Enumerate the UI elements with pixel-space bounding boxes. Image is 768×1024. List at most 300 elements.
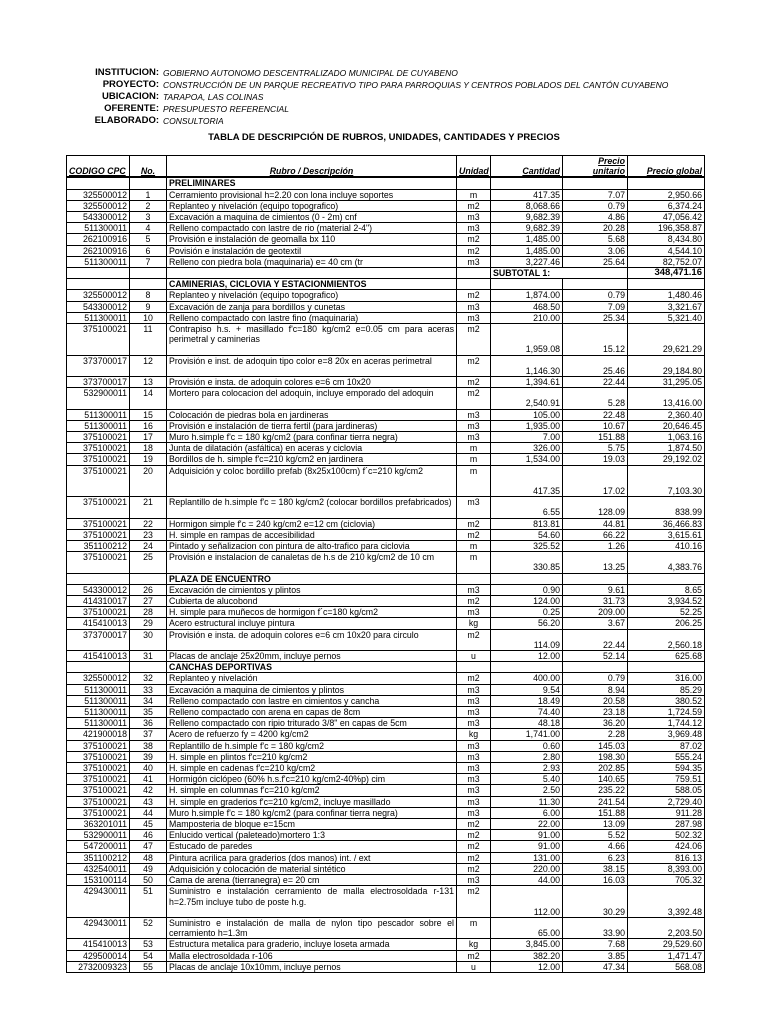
table-title: TABLA DE DESCRIPCIÓN DE RUBROS, UNIDADES, CANTIDADES Y PRECIOS bbox=[208, 132, 560, 143]
cell-qty: 2,540.91 bbox=[491, 388, 563, 409]
cell-desc: Provisión e inst. de adoquin tipo color e=8 20x en aceras perimetral bbox=[167, 355, 457, 376]
cell-qty: 5.40 bbox=[491, 774, 563, 785]
cell-unit: m3 bbox=[457, 751, 491, 762]
cell-price: 9.61 bbox=[563, 584, 628, 595]
cell-price: 0.79 bbox=[563, 290, 628, 301]
cell-total: 588.05 bbox=[628, 785, 705, 796]
cell-qty: 1,935.00 bbox=[491, 420, 563, 431]
cell-no: 51 bbox=[130, 886, 167, 918]
table-row bbox=[67, 541, 705, 552]
cell-no: 2 bbox=[130, 200, 167, 211]
cell-unit: m2 bbox=[457, 355, 491, 376]
cell-no: 52 bbox=[130, 917, 167, 938]
header-label: PROYECTO: bbox=[102, 79, 159, 90]
cell-total: 380.52 bbox=[628, 695, 705, 706]
cell-qty: 105.00 bbox=[491, 409, 563, 420]
cell-code: 375100021 bbox=[67, 807, 130, 818]
cell-no: 48 bbox=[130, 852, 167, 863]
table-row bbox=[67, 518, 705, 529]
cell-empty bbox=[491, 573, 563, 584]
cell-qty: 417.35 bbox=[491, 189, 563, 200]
cell-code: 375100021 bbox=[67, 518, 130, 529]
cell-desc: Provisión e insta. de adoquin colores e=6 cm 10x20 para circulo bbox=[167, 629, 457, 650]
cell-price: 0.79 bbox=[563, 673, 628, 684]
subtotal-label: SUBTOTAL 1: bbox=[491, 268, 628, 279]
cell-total: 29,621.29 bbox=[628, 324, 705, 356]
table-row bbox=[67, 454, 705, 465]
cell-code: 375100021 bbox=[67, 497, 130, 518]
table-row bbox=[67, 729, 705, 740]
cell-price: 23.18 bbox=[563, 707, 628, 718]
cell-qty: 0.25 bbox=[491, 607, 563, 618]
table-row bbox=[67, 200, 705, 211]
cell-qty: 12.00 bbox=[491, 651, 563, 662]
cell-code: 543300012 bbox=[67, 584, 130, 595]
cell-empty bbox=[67, 662, 130, 673]
cell-desc: Bordillos de h. simple f'c=210 kg/cm2 en jardinera bbox=[167, 454, 457, 465]
cell-price: 3.67 bbox=[563, 618, 628, 629]
cell-price: 16.03 bbox=[563, 875, 628, 886]
cell-desc: Pintura acrilica para graderios (dos manos) int. / ext bbox=[167, 852, 457, 863]
cell-total: 1,744.12 bbox=[628, 718, 705, 729]
cell-no: 30 bbox=[130, 629, 167, 650]
cell-empty bbox=[457, 279, 491, 290]
cell-unit: m3 bbox=[457, 256, 491, 267]
cell-total: 8,434.80 bbox=[628, 234, 705, 245]
cell-desc: Provisión e instalación de geomalla bx 110 bbox=[167, 234, 457, 245]
cell-code: 262100916 bbox=[67, 245, 130, 256]
cell-desc: Placas de anclaje 25x20mm, incluye pernos bbox=[167, 651, 457, 662]
cell-empty bbox=[491, 662, 563, 673]
cell-unit: m2 bbox=[457, 245, 491, 256]
cell-total: 29,184.80 bbox=[628, 355, 705, 376]
table-row bbox=[67, 886, 705, 918]
cell-qty: 1,485.00 bbox=[491, 234, 563, 245]
cell-qty: 1,485.00 bbox=[491, 245, 563, 256]
section-title: PRELIMINARES bbox=[167, 177, 457, 189]
cell-unit: m3 bbox=[457, 223, 491, 234]
cell-desc: H. simple en cadenas f'c=210 kg/cm2 bbox=[167, 763, 457, 774]
cell-qty: 8,068.66 bbox=[491, 200, 563, 211]
cell-code: 375100021 bbox=[67, 751, 130, 762]
cell-price: 0.79 bbox=[563, 200, 628, 211]
cell-code: 511300011 bbox=[67, 312, 130, 323]
cell-qty: 0.90 bbox=[491, 584, 563, 595]
cell-unit: m2 bbox=[457, 596, 491, 607]
cell-unit: m bbox=[457, 454, 491, 465]
cell-qty: 220.00 bbox=[491, 863, 563, 874]
cell-desc: Replanteo y nivelación bbox=[167, 673, 457, 684]
table-row bbox=[67, 830, 705, 841]
cell-empty bbox=[628, 662, 705, 673]
cell-qty: 56.20 bbox=[491, 618, 563, 629]
cell-total: 838.99 bbox=[628, 497, 705, 518]
cell-unit: m3 bbox=[457, 312, 491, 323]
cell-total: 47,056.42 bbox=[628, 212, 705, 223]
cell-total: 911.28 bbox=[628, 807, 705, 818]
cell-no: 19 bbox=[130, 454, 167, 465]
section-title: CANCHAS DEPORTIVAS bbox=[167, 662, 457, 673]
table-row bbox=[67, 917, 705, 938]
cell-no: 28 bbox=[130, 607, 167, 618]
cell-empty bbox=[491, 177, 563, 189]
cell-price: 22.44 bbox=[563, 377, 628, 388]
cell-desc: Relleno compactado con arena en capas de 8cm bbox=[167, 707, 457, 718]
table-row bbox=[67, 875, 705, 886]
cell-code: 415410013 bbox=[67, 939, 130, 950]
cell-price: 30.29 bbox=[563, 886, 628, 918]
cell-price: 209.00 bbox=[563, 607, 628, 618]
cell-unit: u bbox=[457, 651, 491, 662]
cell-desc: Mamposteria de bloque e=15cm bbox=[167, 819, 457, 830]
cell-total: 6,374.24 bbox=[628, 200, 705, 211]
cell-unit: m3 bbox=[457, 763, 491, 774]
col-header-no: No. bbox=[130, 156, 167, 178]
cell-qty: 2.50 bbox=[491, 785, 563, 796]
cell-code: 532900011 bbox=[67, 830, 130, 841]
cell-qty: 417.35 bbox=[491, 465, 563, 497]
header-line bbox=[0, 91, 768, 103]
cell-no: 20 bbox=[130, 465, 167, 497]
cell-desc: Muro h.simple f'c = 180 kg/cm2 (para confinar tierra negra) bbox=[167, 807, 457, 818]
cell-unit: m bbox=[457, 917, 491, 938]
cell-empty bbox=[457, 662, 491, 673]
header-value: TARAPOA, LAS COLINAS bbox=[163, 92, 264, 102]
cell-total: 759.51 bbox=[628, 774, 705, 785]
cell-unit: kg bbox=[457, 939, 491, 950]
cell-no: 6 bbox=[130, 245, 167, 256]
subtotal-value: 348,471.16 bbox=[628, 268, 705, 279]
cell-price: 25.34 bbox=[563, 312, 628, 323]
cell-empty bbox=[563, 662, 628, 673]
cell-unit: m3 bbox=[457, 432, 491, 443]
table-row bbox=[67, 290, 705, 301]
cell-total: 410.16 bbox=[628, 541, 705, 552]
cell-total: 5,321.40 bbox=[628, 312, 705, 323]
cell-total: 2,950.66 bbox=[628, 189, 705, 200]
cell-qty: 400.00 bbox=[491, 673, 563, 684]
cell-code: 375100021 bbox=[67, 324, 130, 356]
cell-code: 511300011 bbox=[67, 223, 130, 234]
cell-no: 27 bbox=[130, 596, 167, 607]
cell-code: 373700017 bbox=[67, 355, 130, 376]
cell-no: 15 bbox=[130, 409, 167, 420]
table-row bbox=[67, 529, 705, 540]
cell-price: 31.73 bbox=[563, 596, 628, 607]
cell-empty bbox=[491, 279, 563, 290]
table-row bbox=[67, 312, 705, 323]
header-value: CONSTRUCCIÓN DE UN PARQUE RECREATIVO TIPO PARA PARROQUIAS Y CENTROS POBLADOS DEL CANTÓN CUYABENO bbox=[163, 80, 669, 90]
cell-unit: kg bbox=[457, 618, 491, 629]
cell-unit: m3 bbox=[457, 584, 491, 595]
table-row bbox=[67, 673, 705, 684]
cell-empty bbox=[130, 573, 167, 584]
cell-qty: 48.18 bbox=[491, 718, 563, 729]
cell-unit: m3 bbox=[457, 684, 491, 695]
cell-desc: Provisión e instalación de tierra fertil (para jardineras) bbox=[167, 420, 457, 431]
cell-desc: Provisión e instalacion de canaletas de h.s de 210 kg/cm2 de 10 cm bbox=[167, 552, 457, 573]
cell-price: 4.86 bbox=[563, 212, 628, 223]
cell-total: 594.35 bbox=[628, 763, 705, 774]
cell-qty: 6.55 bbox=[491, 497, 563, 518]
cell-code: 325500012 bbox=[67, 189, 130, 200]
cell-no: 3 bbox=[130, 212, 167, 223]
cell-total: 2,729.40 bbox=[628, 796, 705, 807]
cell-code: 375100021 bbox=[67, 432, 130, 443]
cell-unit: m2 bbox=[457, 234, 491, 245]
cell-desc: Placas de anclaje 10x10mm, incluye pernos bbox=[167, 961, 457, 972]
cell-desc: Malla electrosoldada r-106 bbox=[167, 950, 457, 961]
cell-desc: Adquisición y coloc bordillo prefab (8x25x100cm) f´c=210 kg/cm2 bbox=[167, 465, 457, 497]
cell-no: 46 bbox=[130, 830, 167, 841]
cell-unit: m3 bbox=[457, 718, 491, 729]
cell-desc: Relleno compactado con lastre de rio (material 2-4") bbox=[167, 223, 457, 234]
cell-no: 12 bbox=[130, 355, 167, 376]
cell-code: 375100021 bbox=[67, 763, 130, 774]
cell-price: 241.54 bbox=[563, 796, 628, 807]
table-row bbox=[67, 718, 705, 729]
cell-unit: m3 bbox=[457, 875, 491, 886]
cell-qty: 114.09 bbox=[491, 629, 563, 650]
cell-qty: 1,874.00 bbox=[491, 290, 563, 301]
cell-price: 5.28 bbox=[563, 388, 628, 409]
header-label: ELABORADO: bbox=[94, 115, 159, 126]
cell-total: 3,969.48 bbox=[628, 729, 705, 740]
cell-unit: m3 bbox=[457, 695, 491, 706]
col-header-code: CODIGO CPC bbox=[67, 156, 130, 178]
cell-price: 3.85 bbox=[563, 950, 628, 961]
cell-total: 8.65 bbox=[628, 584, 705, 595]
table-row bbox=[67, 324, 705, 356]
cell-desc: Enlucido vertical (paleteado)mortero 1:3 bbox=[167, 830, 457, 841]
cell-total: 2,360.40 bbox=[628, 409, 705, 420]
cell-qty: 382.20 bbox=[491, 950, 563, 961]
col-header-unit: Unidad bbox=[457, 156, 491, 178]
cell-unit: m3 bbox=[457, 785, 491, 796]
cell-no: 53 bbox=[130, 939, 167, 950]
table-row bbox=[67, 939, 705, 950]
table-row bbox=[67, 695, 705, 706]
cell-no: 32 bbox=[130, 673, 167, 684]
cell-qty: 9,682.39 bbox=[491, 223, 563, 234]
cell-empty bbox=[67, 268, 130, 279]
cell-unit: m2 bbox=[457, 863, 491, 874]
table-row bbox=[67, 707, 705, 718]
cell-qty: 2.80 bbox=[491, 751, 563, 762]
cell-qty: 124.00 bbox=[491, 596, 563, 607]
cell-no: 26 bbox=[130, 584, 167, 595]
table-row bbox=[67, 819, 705, 830]
cell-qty: 326.00 bbox=[491, 443, 563, 454]
col-header-price: Precio unitario bbox=[563, 156, 628, 178]
table-row bbox=[67, 841, 705, 852]
cell-code: 375100021 bbox=[67, 465, 130, 497]
cell-total: 502.32 bbox=[628, 830, 705, 841]
cell-code: 375100021 bbox=[67, 740, 130, 751]
cell-unit: m bbox=[457, 552, 491, 573]
cell-desc: Relleno compactado con lastre en cimientos y cancha bbox=[167, 695, 457, 706]
cell-price: 25.64 bbox=[563, 256, 628, 267]
table-row bbox=[67, 774, 705, 785]
cell-unit: m3 bbox=[457, 420, 491, 431]
cell-price: 15.12 bbox=[563, 324, 628, 356]
cell-no: 34 bbox=[130, 695, 167, 706]
cell-code: 511300011 bbox=[67, 256, 130, 267]
cell-no: 16 bbox=[130, 420, 167, 431]
cell-no: 37 bbox=[130, 729, 167, 740]
cell-price: 5.52 bbox=[563, 830, 628, 841]
table-row bbox=[67, 607, 705, 618]
cell-no: 22 bbox=[130, 518, 167, 529]
cell-unit: m3 bbox=[457, 607, 491, 618]
cell-price: 198.30 bbox=[563, 751, 628, 762]
cell-total: 1,874.50 bbox=[628, 443, 705, 454]
table-row bbox=[67, 465, 705, 497]
cell-desc: Estucado de paredes bbox=[167, 841, 457, 852]
cell-desc: Replanteo y nivelación (equipo topografico) bbox=[167, 200, 457, 211]
table-row bbox=[67, 740, 705, 751]
cell-no: 35 bbox=[130, 707, 167, 718]
cell-code: 153100114 bbox=[67, 875, 130, 886]
cell-unit: m3 bbox=[457, 774, 491, 785]
cell-code: 415410013 bbox=[67, 651, 130, 662]
cell-qty: 1,534.00 bbox=[491, 454, 563, 465]
cell-price: 20.28 bbox=[563, 223, 628, 234]
cell-desc: H. simple para muñecos de hormigon f´c=180 kg/cm2 bbox=[167, 607, 457, 618]
cell-qty: 3,227.46 bbox=[491, 256, 563, 267]
col-header-qty: Cantidad bbox=[491, 156, 563, 178]
cell-total: 82,752.07 bbox=[628, 256, 705, 267]
cell-unit: m2 bbox=[457, 388, 491, 409]
cell-empty bbox=[457, 573, 491, 584]
cell-desc: H. simple en rampas de accesibilidad bbox=[167, 529, 457, 540]
cell-unit: m2 bbox=[457, 673, 491, 684]
cell-price: 36.20 bbox=[563, 718, 628, 729]
header-label: INSTITUCION: bbox=[95, 67, 159, 78]
cell-price: 7.07 bbox=[563, 189, 628, 200]
cell-code: 429430011 bbox=[67, 917, 130, 938]
cell-no: 13 bbox=[130, 377, 167, 388]
header-line bbox=[0, 115, 768, 127]
cell-desc: Suministro e instalación de malla de nylon tipo pescador sobre el cerramiento h=1.3m bbox=[167, 917, 457, 938]
cell-qty: 330.85 bbox=[491, 552, 563, 573]
cell-unit: m bbox=[457, 189, 491, 200]
cell-no: 8 bbox=[130, 290, 167, 301]
cell-qty: 54.60 bbox=[491, 529, 563, 540]
cell-qty: 468.50 bbox=[491, 301, 563, 312]
cell-total: 52.25 bbox=[628, 607, 705, 618]
cell-unit: m bbox=[457, 541, 491, 552]
section-row bbox=[67, 279, 705, 290]
cell-qty: 3,845.00 bbox=[491, 939, 563, 950]
cell-total: 1,724.59 bbox=[628, 707, 705, 718]
cell-unit: m2 bbox=[457, 324, 491, 356]
table-row bbox=[67, 751, 705, 762]
cell-price: 140.65 bbox=[563, 774, 628, 785]
header-value: GOBIERNO AUTONOMO DESCENTRALIZADO MUNICIPAL DE CUYABENO bbox=[163, 68, 458, 78]
cell-empty bbox=[167, 268, 457, 279]
cell-price: 6.23 bbox=[563, 852, 628, 863]
cell-no: 38 bbox=[130, 740, 167, 751]
cell-qty: 0.60 bbox=[491, 740, 563, 751]
cell-no: 36 bbox=[130, 718, 167, 729]
cell-price: 145.03 bbox=[563, 740, 628, 751]
cell-total: 4,383.76 bbox=[628, 552, 705, 573]
subtotal-row bbox=[67, 268, 705, 279]
cell-total: 3,392.48 bbox=[628, 886, 705, 918]
cell-unit: m2 bbox=[457, 629, 491, 650]
cell-unit: m3 bbox=[457, 807, 491, 818]
cell-empty bbox=[67, 279, 130, 290]
cell-code: 351100212 bbox=[67, 541, 130, 552]
cell-desc: Povisión e instalación de geotextil bbox=[167, 245, 457, 256]
table-row bbox=[67, 223, 705, 234]
header-line bbox=[0, 103, 768, 115]
header-line bbox=[0, 79, 768, 91]
cell-code: 511300011 bbox=[67, 695, 130, 706]
col-header-total: Precio global bbox=[628, 156, 705, 178]
cell-total: 20,646.45 bbox=[628, 420, 705, 431]
cell-no: 10 bbox=[130, 312, 167, 323]
cell-code: 375100021 bbox=[67, 796, 130, 807]
cell-desc: Junta de dilatación (asfáltica) en aceras y ciclovia bbox=[167, 443, 457, 454]
cell-total: 555.24 bbox=[628, 751, 705, 762]
cell-no: 43 bbox=[130, 796, 167, 807]
cell-total: 206.25 bbox=[628, 618, 705, 629]
cell-code: 429500014 bbox=[67, 950, 130, 961]
cell-code: 543300012 bbox=[67, 212, 130, 223]
cell-empty bbox=[628, 177, 705, 189]
cell-price: 52.14 bbox=[563, 651, 628, 662]
cell-qty: 210.00 bbox=[491, 312, 563, 323]
table-row bbox=[67, 234, 705, 245]
table-row bbox=[67, 432, 705, 443]
cell-desc: Suministro e instalación cerramiento de malla electrosoldada r-131 h=2.75m incluye tubo de poste h.g. bbox=[167, 886, 457, 918]
table-row bbox=[67, 763, 705, 774]
cell-price: 19.03 bbox=[563, 454, 628, 465]
cell-empty bbox=[457, 177, 491, 189]
cell-price: 22.44 bbox=[563, 629, 628, 650]
cell-no: 5 bbox=[130, 234, 167, 245]
cell-price: 128.09 bbox=[563, 497, 628, 518]
cell-code: 547200011 bbox=[67, 841, 130, 852]
cell-unit: m3 bbox=[457, 497, 491, 518]
cell-qty: 18.49 bbox=[491, 695, 563, 706]
cell-desc: Excavación a maquina de cimientos (0 - 2m) cnf bbox=[167, 212, 457, 223]
cell-code: 375100021 bbox=[67, 529, 130, 540]
table-row bbox=[67, 684, 705, 695]
cell-empty bbox=[67, 573, 130, 584]
table-row bbox=[67, 651, 705, 662]
cell-price: 5.68 bbox=[563, 234, 628, 245]
cell-total: 85.29 bbox=[628, 684, 705, 695]
cell-price: 2.28 bbox=[563, 729, 628, 740]
section-title: CAMINERIAS, CICLOVIA Y ESTACIONMIENTOS bbox=[167, 279, 457, 290]
cell-desc: Replantillo de h.simple f'c = 180 kg/cm2 bbox=[167, 740, 457, 751]
cell-unit: m3 bbox=[457, 740, 491, 751]
cell-unit: m2 bbox=[457, 377, 491, 388]
cell-desc: Excavación a maquina de cimientos y plintos bbox=[167, 684, 457, 695]
cell-desc: H. simple en graderios f'c=210 kg/cm2, incluye masillado bbox=[167, 796, 457, 807]
table-row bbox=[67, 796, 705, 807]
cell-no: 49 bbox=[130, 863, 167, 874]
table-row bbox=[67, 443, 705, 454]
header-label: UBICACION: bbox=[102, 91, 159, 102]
cell-unit: m3 bbox=[457, 212, 491, 223]
cell-desc: Adquisición y colocación de material sintético bbox=[167, 863, 457, 874]
table-row bbox=[67, 785, 705, 796]
cell-desc: Cerramiento provisional h=2.20 con lona incluye soportes bbox=[167, 189, 457, 200]
